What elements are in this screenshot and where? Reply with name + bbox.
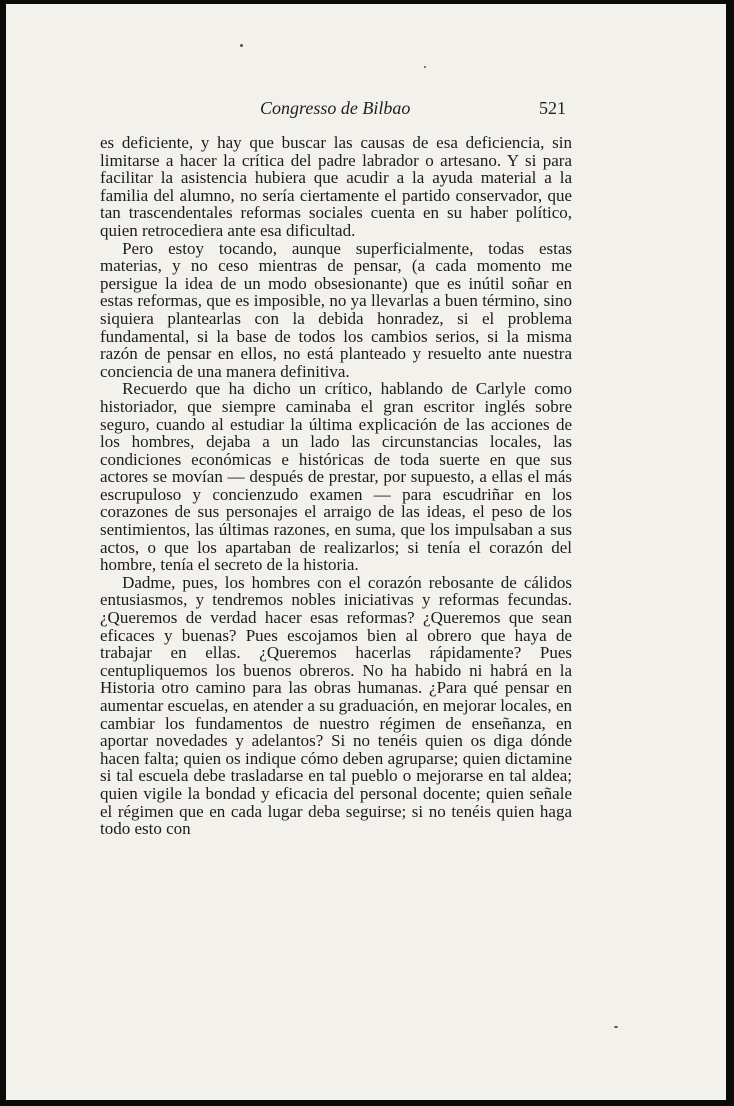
body-text [100, 134, 572, 838]
paragraph-1: es deficiente, y hay que buscar las causas de esa deficiencia, sin limitarse a hacer la crítica del padre labrador o artesano. Y si para facilitar la asistencia hubiera que acudir a la ayuda material a la familia del alumno, no sería ciertamente el partido conservador, que tan trascendentales reformas sociales cuenta en su haber político, quien retrocediera ante esa dificultad. [100, 133, 572, 240]
paper-speck [614, 1026, 618, 1028]
paper-speck [424, 66, 426, 68]
running-title: Congresso de Bilbao [260, 98, 411, 118]
paper-speck [240, 44, 243, 47]
page-number: 521 [539, 98, 566, 118]
book-page [6, 4, 726, 1100]
paragraph-3: Recuerdo que ha dicho un crítico, hablando de Carlyle como historiador, que siempre caminaba el gran escritor inglés sobre seguro, cuando al estudiar la última explicación de las acciones de los hombres, dejaba a un lado las circunstancias locales, las condiciones económicas e históricas de toda suerte en que sus actores se movían — después de prestar, por supuesto, a ellas el más escrupuloso y concienzudo examen — para escudriñar en los corazones de sus personajes el arraigo de las ideas, el peso de los sentimientos, las últimas razones, en suma, que los impulsaban a sus actos, o que los apartaban de realizarlos; si tenía el corazón del hombre, tenía el secreto de la historia. [100, 379, 572, 575]
paragraph-2: Pero estoy tocando, aunque superficialmente, todas estas materias, y no ceso mientras de pensar, (a cada momento me persigue la idea de un modo obsesionante) que es inútil soñar en estas reformas, que es imposible, no ya llevarlas a buen término, sino siquiera plantearlas con la debida honradez, si el problema fundamental, si la base de todos los cambios serios, si la misma razón de pensar en ellos, no está planteado y resuelto ante nuestra conciencia de una manera definitiva. [100, 238, 572, 381]
paragraph-4: Dadme, pues, los hombres con el corazón rebosante de cálidos entusiasmos, y tendremos nobles iniciativas y reformas fecundas. ¿Queremos de verdad hacer esas reformas? ¿Queremos que sean eficaces y buenas? Pues escojamos bien al obrero que haya de trabajar en ellas. ¿Queremos hacerlas rápidamente? Pues centupliquemos los buenos obreros. No ha habido ni habrá en la Historia otro camino para las obras humanas. ¿Para qué pensar en aumentar escuelas, en atender a su graduación, en mejorar locales, en cambiar los fundamentos de nuestro régimen de enseñanza, en aportar novedades y adelantos? Si no tenéis quien os diga dónde hacen falta; quien os indique cómo deben agruparse; quien dictamine si tal escuela debe trasladarse en tal pueblo o mejorarse en tal aldea; quien vigile la bondad y eficacia del personal docente; quien señale el régimen que en cada lugar deba seguirse; si no tenéis quien haga todo esto con [100, 572, 572, 839]
page-header [96, 98, 566, 122]
